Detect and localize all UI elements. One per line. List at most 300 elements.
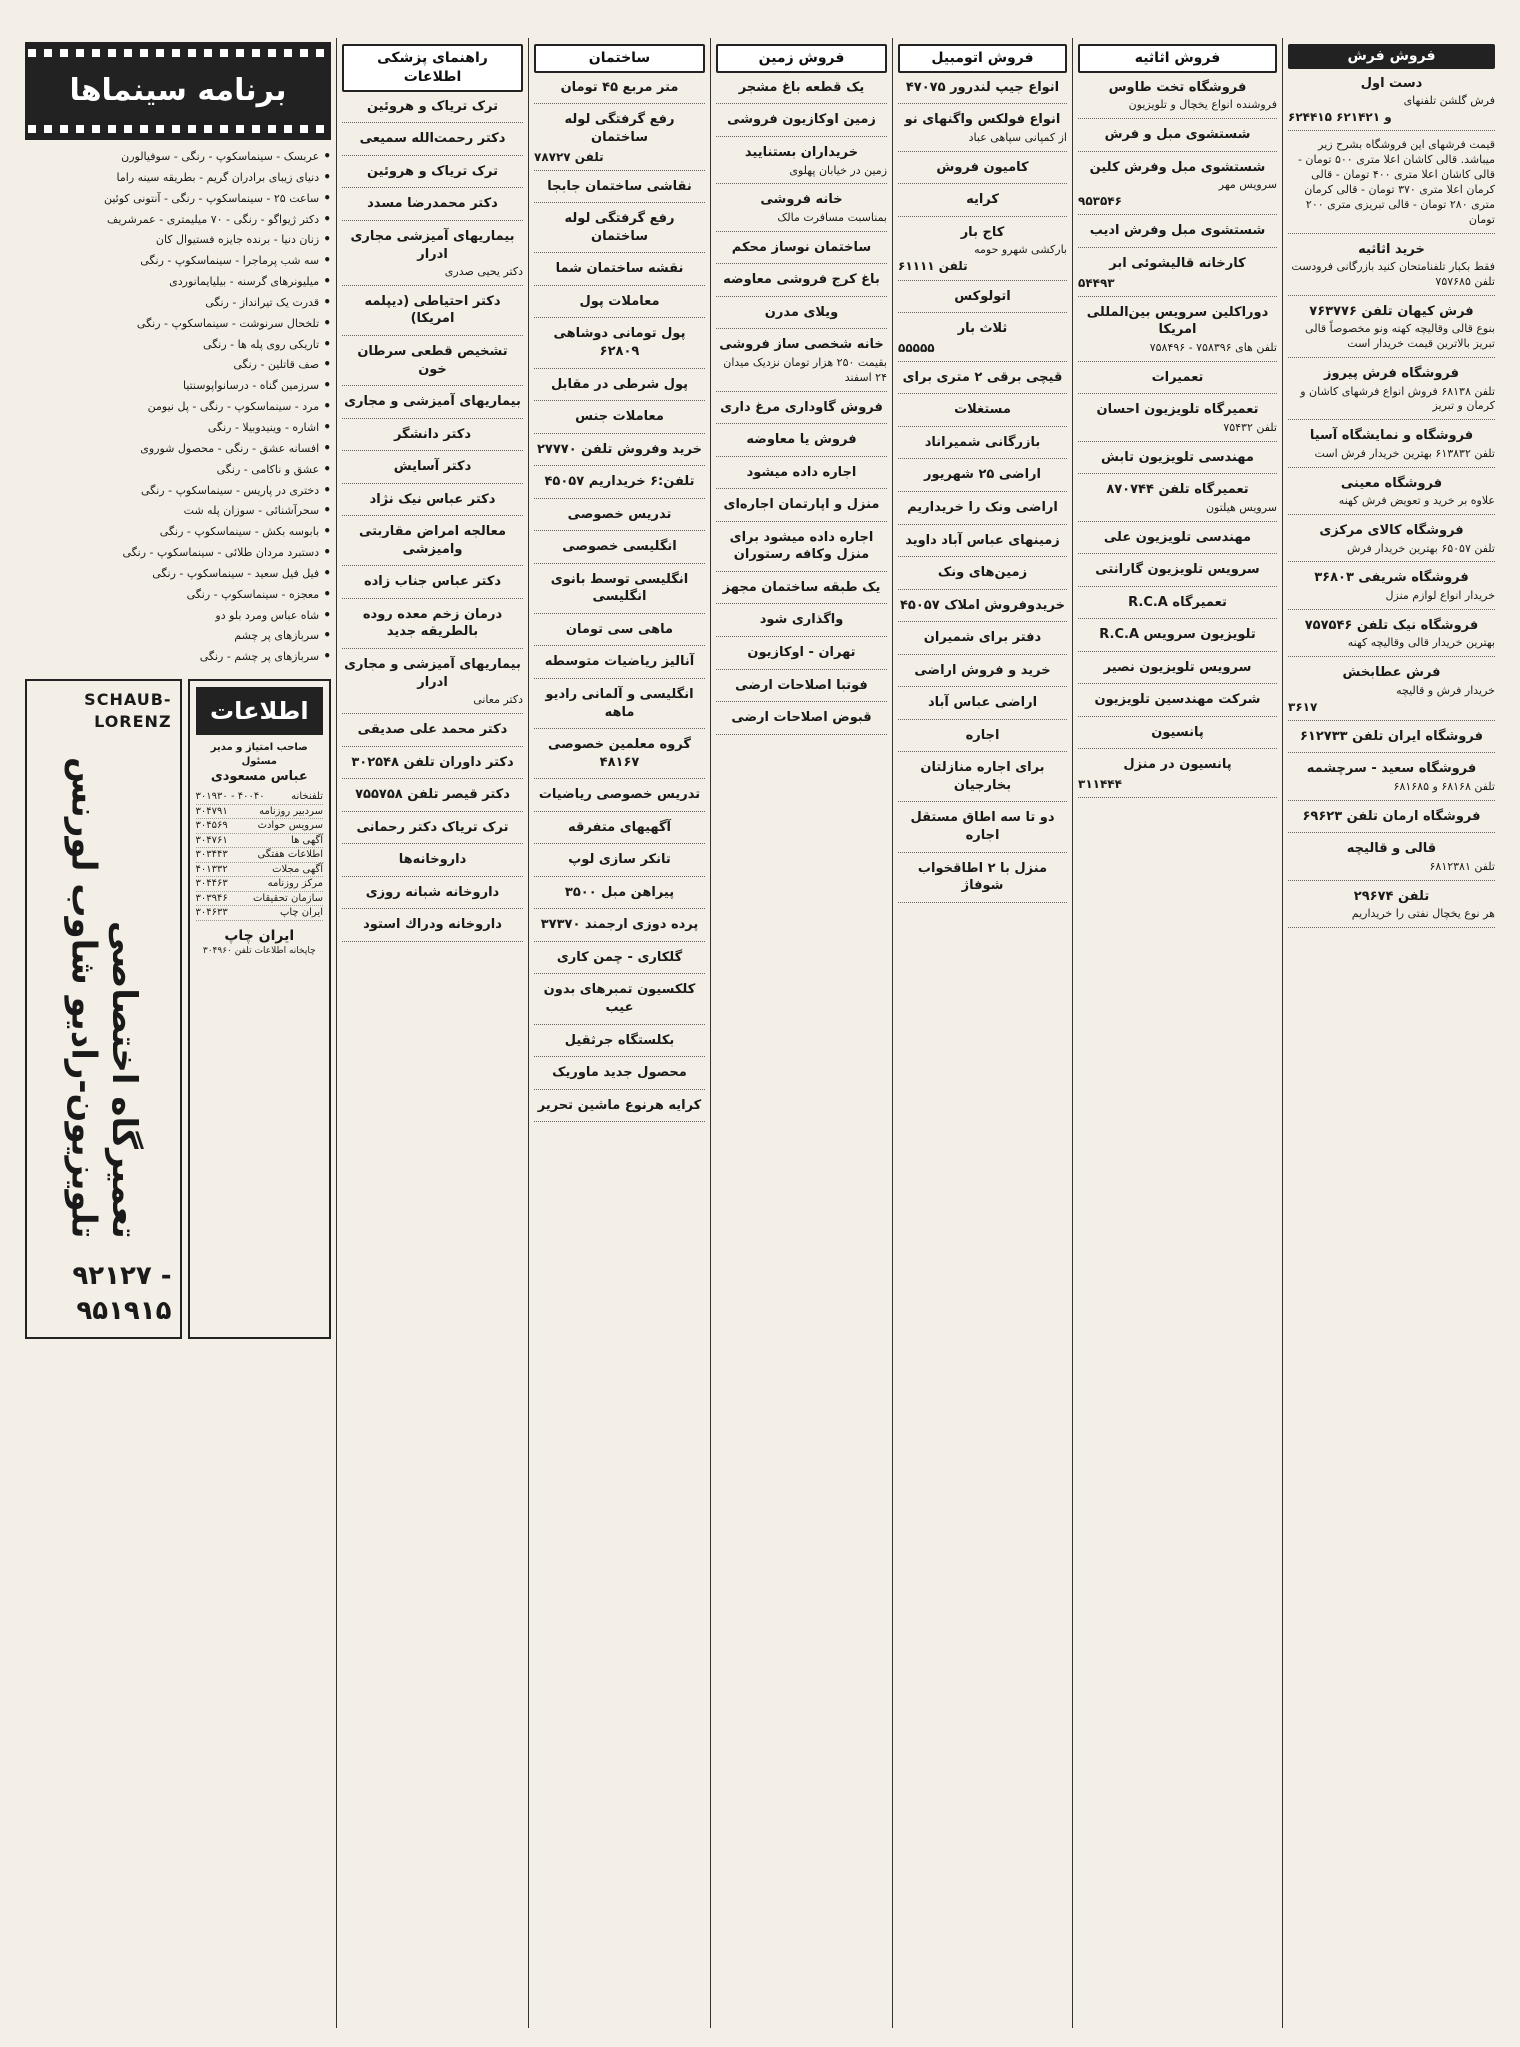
section-header-furniture-sales: فروش اثاثیه: [1078, 44, 1277, 73]
classified-ad: [898, 694, 1067, 720]
classified-ad: [1078, 691, 1277, 717]
ad-title: گلکاری - چمن کاری: [556, 949, 683, 965]
masthead-phone-row: [196, 863, 323, 878]
classified-ad: [716, 677, 887, 703]
ad-title: دست اول: [1360, 75, 1423, 91]
ad-title: اجاره داده میشود برای منزل وکافه رستوران: [729, 529, 874, 563]
ad-body: تلفن ۶۵۰۵۷ بهترین خریدار فرش: [1347, 541, 1495, 555]
ad-title: محصول جدید ماوریک: [552, 1065, 687, 1081]
ad-title: برای اجاره منازلتان بخارجیان: [920, 760, 1045, 793]
ettelaat-masthead: [188, 679, 331, 1339]
ad-title: خانه شخصی ساز فروشی: [719, 337, 884, 353]
classified-ad: [1288, 303, 1495, 358]
ad-title: دوراکلین سرویس بین‌المللی امریکا: [1086, 304, 1269, 338]
classified-ad: [534, 441, 705, 467]
section-header-car-sales: فروش اتومبیل: [898, 44, 1067, 73]
ad-title: ترک تریاک دکتر رحمانی: [356, 819, 509, 835]
ad-title: پانسیون در منزل: [1123, 757, 1232, 773]
classified-ad: [716, 304, 887, 330]
classified-ad: [342, 458, 523, 484]
ad-body: علاوه بر خرید و تعویض فرش کهنه: [1338, 494, 1495, 508]
ad-body: سرویس مهر: [1218, 178, 1277, 192]
classified-ad: [342, 293, 523, 336]
ad-title: یک قطعه باغ مشجر: [738, 79, 865, 95]
ad-body: فرش گلشن تلفنهای: [1403, 94, 1495, 108]
ad-title: دکتر دانشگر: [393, 426, 472, 442]
ad-title: خرید اثاثیه: [1358, 241, 1425, 257]
ad-title: زمین اوکازیون فروشی: [727, 112, 876, 128]
ad-title: دکتر قیصر تلفن ۷۵۵۷۵۸: [355, 787, 510, 803]
cinema-program-header: [25, 42, 331, 140]
classified-ad: [1078, 79, 1277, 119]
ad-title: فروشگاه شریفی ۳۶۸۰۳: [1314, 570, 1469, 586]
classified-ad: [342, 884, 523, 910]
classified-ad: [898, 662, 1067, 688]
classified-ad: [1078, 369, 1277, 395]
ad-title: معالجه امراض مقاربتی وامیزشی: [358, 524, 507, 557]
masthead-phone-row: [196, 805, 323, 820]
ad-title: ماهی سی تومان: [565, 621, 674, 637]
masthead-owner: عباس مسعودی: [210, 769, 308, 785]
ad-title: گروه معلمین خصوصی ۴۸۱۶۷: [548, 737, 691, 770]
cinema-listing: • زنان دنیا - برنده جایزه فستیوال کان: [155, 232, 331, 247]
classified-ad: [342, 819, 523, 845]
ad-title: فروشگاه فرش پیروز: [1323, 366, 1459, 381]
column-carpets: [1282, 38, 1500, 2028]
masthead-phone-row: [196, 834, 323, 849]
ad-title: کرایه هرنوع ماشین تحریر: [537, 1097, 702, 1113]
cinema-listing: • فیل فیل سعید - سینماسکوپ - رنگی: [152, 565, 331, 580]
ad-title: فرش کیهان تلفن ۷۶۳۷۷۶: [1309, 303, 1474, 319]
classified-ad: [534, 1097, 705, 1123]
cinema-listing: • تلخحال سرنوشت - سینماسکوپ - رنگی: [136, 315, 331, 330]
ad-title: زمینهای عباس آباد داوید: [905, 532, 1060, 548]
ad-title: ویلای مدرن: [764, 304, 839, 320]
cinema-listing: • شاه عباس ومرد بلو دو: [215, 607, 331, 622]
ad-title: کرایه: [966, 192, 999, 208]
ad-phone: تلفن ۷۸۷۲۷: [534, 149, 604, 164]
ad-title: شستشوی مبل وفرش کلین: [1089, 159, 1266, 175]
classified-ad: [898, 224, 1067, 281]
classified-ad: [898, 79, 1067, 105]
classified-ad: [534, 916, 705, 942]
classified-ad: [534, 376, 705, 402]
ad-body: تلفن های ۷۵۸۳۹۶ - ۷۵۸۴۹۶: [1149, 340, 1277, 354]
ad-body: تلفن ۶۸۱۳۸ فروش انواع فرشهای کاشان و کرمان و تبریز: [1300, 384, 1495, 413]
masthead-phone: ۳۰۳۹۴۶: [195, 892, 228, 904]
ad-body: از کمپانی سپاهی عباد: [968, 130, 1067, 144]
ad-title: تعمیرات: [1151, 369, 1204, 385]
ad-title: تدریس خصوصی ریاضیات: [538, 787, 701, 803]
ad-title: قیچی برقی ۲ متری برای: [902, 369, 1063, 385]
cinema-listing: • قدرت یک تیرانداز - رنگی: [205, 294, 331, 309]
ad-title: اجاره داده میشود: [746, 464, 857, 480]
ad-phone: ۳۱۱۴۴۴: [1078, 776, 1122, 791]
classified-ad: [534, 538, 705, 564]
classified-ad: [342, 130, 523, 156]
classified-ad: [342, 606, 523, 649]
ad-title: تلفن ۲۹۶۷۴: [1353, 888, 1430, 904]
classified-ad: [1078, 756, 1277, 798]
classified-ad: [342, 754, 523, 780]
classified-ad: [1288, 241, 1495, 296]
ad-phone: تلفن ۶۱۱۱۱: [898, 259, 968, 274]
masthead-phone: ۳۰۴۴۶۳: [195, 878, 228, 890]
classified-ad: [1078, 449, 1277, 475]
ad-phone: ۵۵۵۵۵: [898, 340, 935, 355]
classified-ad: [716, 111, 887, 137]
classified-ad: [898, 369, 1067, 395]
ad-title: انواع جیپ لندرور ۴۷۰۷۵: [905, 79, 1060, 95]
ad-title: تدریس خصوصی: [567, 506, 672, 522]
masthead-dept: سردبیر روزنامه: [259, 805, 323, 817]
masthead-phone: ۳۰۴۷۹۱: [195, 805, 228, 817]
masthead-phone: ۳۰۴۵۶۹: [195, 820, 228, 832]
classified-ad: [716, 611, 887, 637]
classified-ad: [1078, 401, 1277, 441]
ad-title: تعمیرگاه تلفن ۸۷۰۷۴۴: [1106, 482, 1249, 498]
classified-ad: [898, 191, 1067, 217]
classified-ad: [898, 532, 1067, 558]
cinema-listing: • دستبرد مردان طلائی - سینماسکوپ - رنگی: [122, 545, 331, 560]
ad-title: مستغلات: [954, 402, 1011, 418]
masthead-phone-row: [196, 877, 323, 892]
ad-title: منزل و اپارتمان اجاره‌ای: [723, 497, 880, 513]
newspaper-page: [20, 38, 1500, 2028]
column-construction: [528, 38, 710, 2028]
classified-ad: [1288, 760, 1495, 800]
classified-ad: [716, 529, 887, 572]
classified-ad: [1288, 840, 1495, 880]
classified-ad: [342, 656, 523, 714]
cinema-listing: • دختری در پاریس - سینماسکوپ - رنگی: [140, 482, 331, 497]
schaub-lorenz-ad: [25, 679, 182, 1339]
ad-title: بازرگانی شمیراناد: [924, 434, 1041, 450]
ad-title: انگلیسی توسط بانوی انگلیسی: [550, 571, 689, 605]
ad-body: خریدار فرش و قالیچه: [1396, 683, 1495, 697]
section-header-medical-guide: راهنمای پزشکی اطلاعات: [342, 44, 523, 92]
ad-title: تلویزیون سرویس R.C.A: [1099, 627, 1256, 643]
ad-body: دکتر یحیی صدری: [444, 265, 523, 279]
ad-title: تعمیرگاه تلویزیون احسان: [1096, 402, 1259, 418]
classified-ad: [342, 491, 523, 517]
masthead-dept: تلفنخانه: [291, 791, 323, 803]
section-header-carpet-sales: فروش فرش: [1288, 44, 1495, 69]
film-strip-decoration: [28, 125, 328, 133]
ad-body: تلفن ۶۸۱۲۳۸۱: [1429, 859, 1495, 873]
ad-title: تشخیص قطعی سرطان خون: [357, 344, 508, 377]
classified-ad: [342, 523, 523, 566]
classified-ad: [1288, 138, 1495, 233]
ad-title: ترک تریاک و هروئین: [366, 98, 499, 114]
ad-title: ترک تریاک و هروئین: [366, 163, 499, 179]
ad-body: تلفن ۷۵۴۳۲: [1223, 420, 1277, 434]
classified-ad: [1078, 594, 1277, 620]
classified-ad: [534, 736, 705, 779]
cinema-listing: • ساعت ۲۵ - سینماسکوپ - رنگی - آنتونی کوئین: [103, 190, 331, 205]
classified-ad: [898, 111, 1067, 151]
ad-title: فروشگاه تخت طاوس: [1108, 79, 1247, 95]
ad-title: اراضی عباس آباد: [927, 695, 1038, 711]
classified-ad: [534, 981, 705, 1024]
classified-ad: [534, 1032, 705, 1058]
ad-body: بقیمت ۲۵۰ هزار تومان نزدیک میدان ۲۴ اسفند: [723, 355, 887, 384]
classified-ad: [716, 144, 887, 184]
classified-ad: [716, 709, 887, 735]
ad-title: اتولوکس: [954, 288, 1011, 304]
column-medical: [336, 38, 528, 2028]
ad-title: کلکسیون تمبرهای بدون عیب: [543, 982, 696, 1016]
cinema-listing: • تاریکی روی پله ها - رنگی: [203, 336, 331, 351]
cinema-listing: • عربسک - سینماسکوپ - رنگی - سوفیالورن: [121, 149, 331, 163]
cinema-listing: • سربازهای پر چشم - رنگی: [199, 649, 331, 664]
classified-ad: [716, 496, 887, 522]
classified-ad: [716, 336, 887, 391]
ad-title: دکتر داوران تلفن ۳۰۲۵۴۸: [351, 754, 514, 770]
ad-title: کارخانه قالیشوئی ابر: [1109, 255, 1246, 271]
classified-ad: [1078, 529, 1277, 555]
ad-title: شستشوی مبل و فرش: [1104, 127, 1251, 143]
classified-ad: [342, 916, 523, 942]
masthead-phone: ۳۰۴۷۶۱: [195, 834, 228, 846]
ad-title: اراضی ۲۵ شهریور: [923, 467, 1041, 483]
ad-title: دکتر رحمت‌الله سمیعی: [359, 131, 506, 147]
classified-ad: [1288, 808, 1495, 834]
masthead-phone-row: [196, 848, 323, 863]
ad-title: آگهیهای متفرقه: [567, 819, 671, 835]
classified-ad: [1288, 365, 1495, 420]
classified-ad: [534, 949, 705, 975]
masthead-print-label: ایران چاپ: [224, 927, 295, 944]
ad-title: اجاره: [965, 727, 1000, 743]
ad-title: ساختمان نوساز محکم: [731, 239, 872, 255]
classified-ad: [716, 191, 887, 231]
classified-ad: [534, 473, 705, 499]
classified-ad: [716, 79, 887, 105]
classified-ad: [534, 178, 705, 204]
ad-title: شستشوی مبل وفرش ادیب: [1089, 223, 1266, 239]
classified-ad: [342, 721, 523, 747]
ad-title: فروشگاه سعید - سرچشمه: [1306, 761, 1477, 777]
classified-ad: [716, 399, 887, 425]
ad-title: خریدوفروش املاک ۴۵۰۵۷: [900, 597, 1065, 613]
ad-title: فروشگاه ارمان تلفن ۶۹۶۲۳: [1302, 808, 1481, 824]
ad-phone: ۹۵۳۵۴۶: [1078, 194, 1122, 209]
classified-ad: [534, 621, 705, 647]
classified-ad: [898, 499, 1067, 525]
ad-title: واگذاری شود: [759, 612, 844, 628]
masthead-dept: آگهی مجلات: [272, 863, 323, 875]
masthead-phone: ۳۰۴۶۳۳: [195, 907, 228, 919]
ad-title: آنالیز ریاضیات متوسطه: [544, 654, 695, 670]
classified-ad: [1078, 481, 1277, 521]
ad-title: دو تا سه اطاق مستقل اجاره: [910, 810, 1055, 843]
cinema-program-title: برنامه سینماها: [69, 72, 287, 108]
classified-ad: [898, 860, 1067, 903]
cinema-listing: • سربازهای پر چشم: [234, 628, 331, 643]
classified-ad: [898, 434, 1067, 460]
ad-title: نقاشی ساختمان جابجا: [547, 178, 692, 194]
cinema-listing: • افسانه عشق - رنگی - محصول شوروی: [140, 440, 331, 455]
ad-title: معاملات پول: [579, 293, 660, 309]
classified-ad: [1288, 427, 1495, 467]
ad-title: دکتر محمدرضا مسدد: [367, 196, 498, 212]
ad-body: سرویس هیلتون: [1205, 500, 1277, 514]
classified-ad: [1078, 126, 1277, 152]
ad-title: دفتر برای شمیران: [923, 630, 1042, 646]
column-furniture: [1072, 38, 1282, 2028]
classified-ad: [342, 393, 523, 419]
ad-title: بیماریهای آمیزشی و مجاری: [344, 394, 521, 410]
ad-title: درمان زخم معده روده بالطریقه جدید: [362, 606, 503, 640]
classified-ad: [534, 210, 705, 253]
masthead-phone: ۳۰۳۴۴۳: [195, 849, 228, 861]
masthead-phone-row: [196, 790, 323, 805]
film-strip-decoration: [28, 49, 328, 57]
classified-ad: [534, 293, 705, 319]
classified-ad: [898, 564, 1067, 590]
classified-ad: [1288, 522, 1495, 562]
ad-title: پول شرطی در مقابل: [550, 376, 689, 392]
masthead-phone: ۴۰۰۴۰ - ۳۰۱۹۳۰: [195, 791, 265, 803]
ad-title: انواع فولکس واگنهای نو: [904, 112, 1061, 128]
ad-title: داروخانه ودراك استود: [363, 917, 502, 933]
ad-title: سرویس تلویزیون گارانتی: [1095, 562, 1260, 578]
classified-ad: [1078, 159, 1277, 216]
classified-ad: [1078, 724, 1277, 750]
ad-title: فروشگاه کالای مرکزی: [1319, 523, 1464, 539]
ad-title: پرده دوزی ارجمند ۳۷۳۷۰: [540, 917, 699, 933]
classified-ad: [534, 653, 705, 679]
masthead-phone-row: [196, 819, 323, 834]
section-header-land-sales: فروش زمین: [716, 44, 887, 73]
ad-title: معاملات جنس: [575, 409, 664, 425]
classified-ad: [534, 571, 705, 614]
ad-body: فروشنده انواع یخچال و تلویزیون: [1128, 98, 1277, 112]
classified-ad: [1078, 222, 1277, 248]
ad-title: سرویس تلویزیون نصیر: [1103, 659, 1252, 675]
ad-title: فروشگاه نیک تلفن ۷۵۷۵۴۶: [1304, 617, 1479, 633]
classified-ad: [534, 111, 705, 170]
classified-ad: [342, 228, 523, 286]
masthead-dept: سازمان تحقیقات: [252, 892, 323, 904]
cinema-listing: • اشاره - وینیدوبیلا - رنگی: [207, 419, 331, 434]
classified-ad: [898, 401, 1067, 427]
ad-title: دکتر آسایش: [393, 459, 472, 475]
classified-ad: [1078, 304, 1277, 362]
cinema-listing: • سرزمین گناه - درسانواپوسنتیا: [182, 378, 331, 393]
ad-title: ثلاث بار: [957, 321, 1008, 337]
cinema-listing: • مرد - سینماسکوپ - رنگی - پل نیومن: [147, 399, 331, 414]
classified-ad: [716, 239, 887, 265]
ad-title: تانکر سازی لوپ: [568, 852, 671, 868]
ad-title: رفع گرفتگی لوله ساختمان: [564, 112, 675, 145]
classified-ad: [716, 271, 887, 297]
ad-body: هر نوع یخچال نفتی را خریداریم: [1351, 907, 1495, 921]
classified-ad: [1078, 255, 1277, 297]
ad-body: تلفن ۶۱۳۸۳۲ بهترین خریدار فرش است: [1314, 446, 1495, 460]
ad-title: پول تومانی دوشاهی ۶۲۸۰۹: [553, 326, 686, 359]
cinema-listing: • سه شب پرماجرا - سینماسکوپ - رنگی: [140, 253, 331, 268]
ad-title: نقشه ساختمان شما: [555, 261, 684, 277]
classified-ad: [534, 325, 705, 368]
cinema-listing: • صف قاتلین - رنگی: [233, 357, 331, 372]
schaub-lorenz-name: تعمیرگاه اختصاصی تلویزیون-رادیو شاوب لورنس: [63, 757, 145, 1239]
classified-ad: [1078, 626, 1277, 652]
ad-title: فروش یا معاوضه: [746, 432, 857, 448]
column-land: [710, 38, 892, 2028]
classified-ad: [534, 408, 705, 434]
ad-title: اراضی ونک را خریداریم: [907, 499, 1058, 515]
ad-title: مهندسی تلویزیون تابش: [1101, 449, 1254, 465]
classified-ad: [1288, 569, 1495, 609]
ad-title: فروشگاه معینی: [1340, 475, 1443, 491]
classified-ad: [898, 159, 1067, 185]
ad-body: بنوع قالی وقالیچه کهنه ونو مخصوصاً قالی تبریز بالاترین قیمت خریدار است: [1305, 322, 1495, 351]
ad-title: زمین‌های ونک: [937, 565, 1028, 581]
classified-ad: [342, 163, 523, 189]
ad-title: فرش عطابخش: [1342, 665, 1441, 681]
schaub-lorenz-brand: SCHAUB-LORENZ: [84, 690, 172, 731]
classified-ad: [1288, 475, 1495, 515]
ad-title: داروخانه‌ها: [398, 852, 467, 868]
classified-ad: [342, 98, 523, 124]
cinema-listing: • سحرآشنائی - سوزان پله شت: [183, 503, 331, 518]
ad-body: دکتر معانی: [473, 693, 523, 707]
masthead-phone-list: [196, 790, 323, 921]
classified-ad: [342, 195, 523, 221]
ad-title: تعمیرگاه R.C.A: [1128, 594, 1227, 610]
classified-ad: [716, 644, 887, 670]
ad-title: داروخانه شبانه روزی: [365, 884, 500, 900]
classified-ad: [898, 288, 1067, 314]
masthead-print-phone: چاپخانه اطلاعات تلفن ۳۰۴۹۶۰: [202, 946, 316, 957]
classified-ad: [898, 759, 1067, 802]
cinema-listing: • عشق و ناکامی - رنگی: [216, 461, 331, 476]
classified-ad: [716, 431, 887, 457]
ad-title: دکتر محمد علی صدیقی: [357, 721, 508, 737]
classified-ad: [342, 851, 523, 877]
ad-title: بیماریهای آمیزشی مجاری ادرار: [350, 228, 515, 262]
masthead-phone-row: [196, 906, 323, 921]
classified-ad: [534, 786, 705, 812]
ad-title: فروش گاوداری مرغ داری: [720, 399, 883, 415]
classified-ad: [898, 727, 1067, 753]
classified-ad: [534, 79, 705, 105]
classified-ad: [1288, 888, 1495, 928]
ad-title: قالی و قالیچه: [1346, 841, 1437, 857]
masthead-phone-row: [196, 892, 323, 907]
classified-ad: [1288, 728, 1495, 754]
classified-ad: [1288, 75, 1495, 132]
classified-ad: [534, 851, 705, 877]
ad-title: شرکت مهندسین تلویزیون: [1094, 692, 1261, 708]
ad-title: خریداران بستنایید: [744, 144, 859, 160]
classified-ad: [1288, 664, 1495, 721]
ad-title: تهران - اوکازیون: [747, 645, 856, 661]
ad-body: بهترین خریدار قالی وقالیچه کهنه: [1347, 636, 1495, 650]
ad-body: بارکشی شهرو حومه: [974, 243, 1067, 257]
ad-title: فوتبا اصلاحات ارضی: [735, 677, 868, 693]
ad-title: یک طبقه ساختمان مجهز: [722, 579, 881, 595]
classified-ad: [898, 320, 1067, 362]
ad-title: خرید وفروش تلفن ۲۷۷۷۰: [536, 441, 703, 457]
classified-ad: [898, 597, 1067, 623]
ad-title: پانسیون: [1151, 724, 1204, 740]
classified-ad: [898, 809, 1067, 852]
classified-ad: [534, 1064, 705, 1090]
ad-title: متر مربع ۴۵ تومان: [560, 79, 679, 95]
